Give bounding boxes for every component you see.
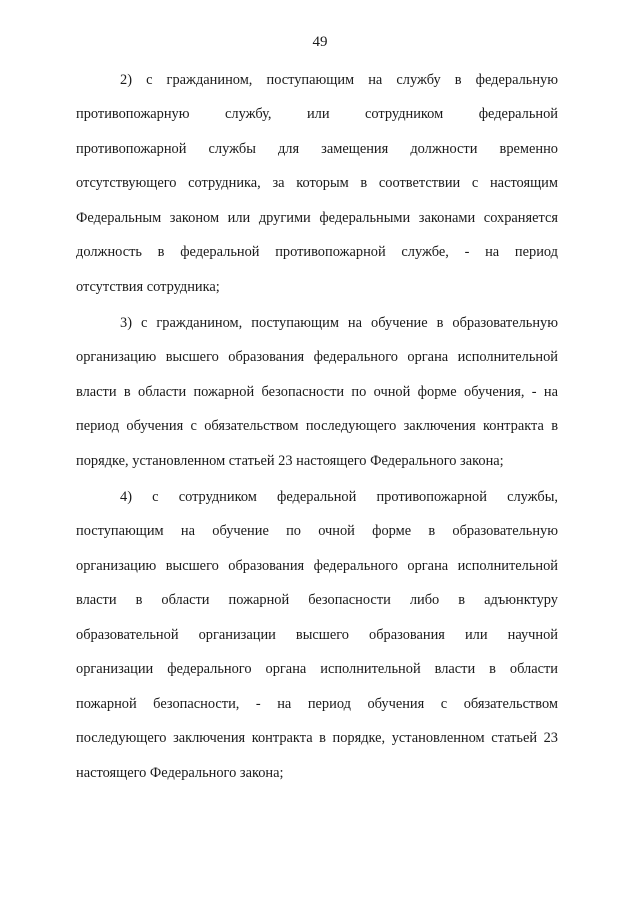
text-line: должность в федеральной противопожарной службе, - на период — [76, 244, 558, 260]
text-line: 2) с гражданином, поступающим на службу в федеральную — [120, 72, 558, 88]
text-line: власти в области пожарной безопасности по очной форме обучения, - на — [76, 384, 558, 400]
text-line: настоящего Федерального закона; — [76, 765, 284, 781]
text-line: период обучения с обязательством последующего заключения контракта в — [76, 418, 558, 434]
text-line: организацию высшего образования федерального органа исполнительной — [76, 558, 558, 574]
text-line: пожарной безопасности, - на период обучения с обязательством — [76, 696, 558, 712]
page-number: 49 — [312, 34, 328, 50]
text-line: поступающим на обучение по очной форме в образовательную — [76, 523, 558, 539]
text-line: последующего заключения контракта в порядке, установленном статьей 23 — [76, 730, 558, 746]
text-line: 3) с гражданином, поступающим на обучение в образовательную — [120, 315, 558, 331]
text-line: отсутствующего сотрудника, за которым в соответствии с настоящим — [76, 175, 558, 191]
text-line: порядке, установленном статьей 23 настоящего Федерального закона; — [76, 453, 504, 469]
text-line: отсутствия сотрудника; — [76, 279, 220, 295]
text-line: власти в области пожарной безопасности либо в адъюнктуру — [76, 592, 558, 608]
text-line: 4) с сотрудником федеральной противопожарной службы, — [120, 489, 558, 505]
text-line: образовательной организации высшего образования или научной — [76, 627, 558, 643]
text-line: противопожарную службу, или сотрудником федеральной — [76, 106, 558, 122]
text-line: организацию высшего образования федерального органа исполнительной — [76, 349, 558, 365]
text-line: противопожарной службы для замещения должности временно — [76, 141, 558, 157]
text-line: Федеральным законом или другими федеральными законами сохраняется — [76, 210, 558, 226]
text-line: организации федерального органа исполнительной власти в области — [76, 661, 558, 677]
